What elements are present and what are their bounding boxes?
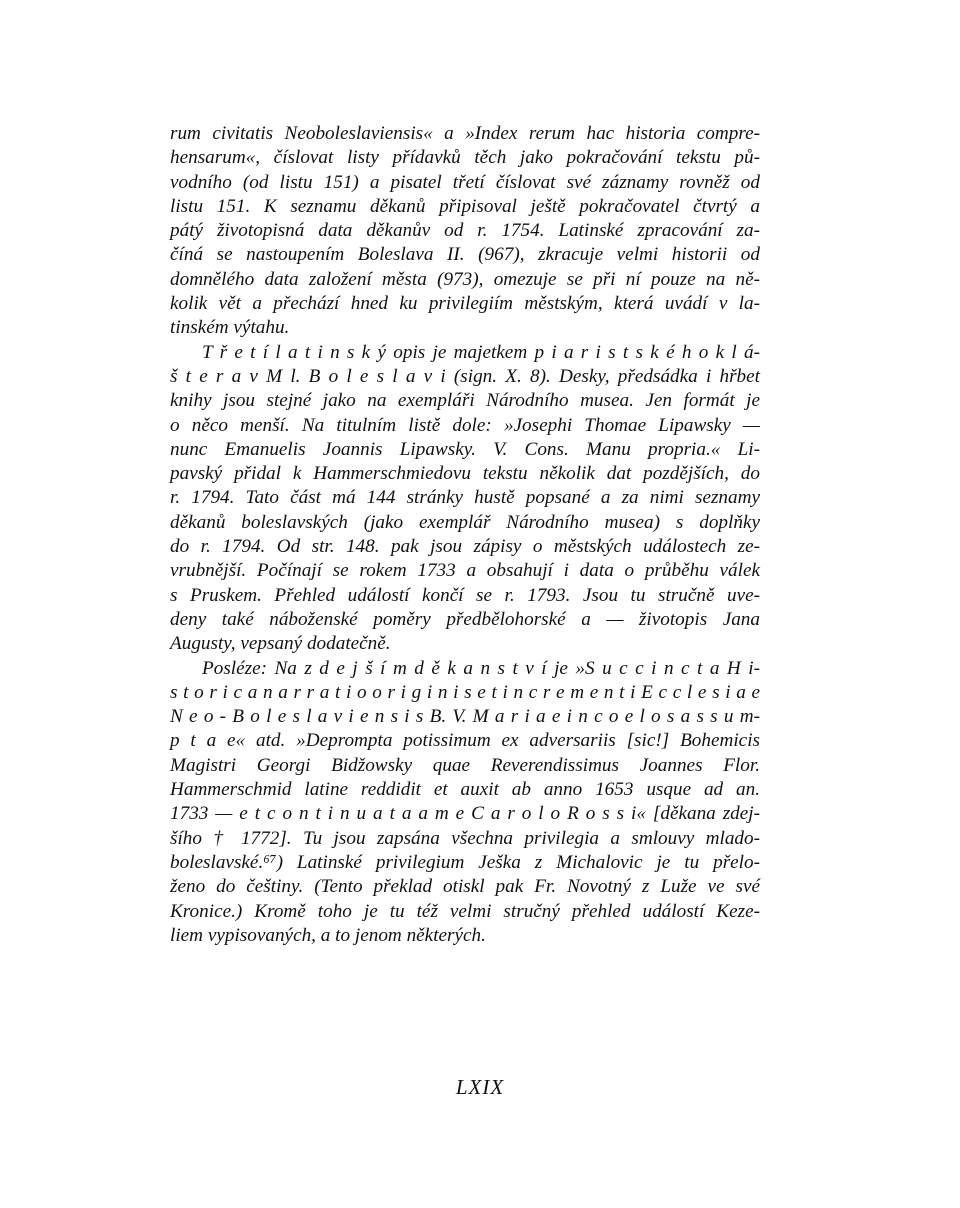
text-line: kolik vět a přechází hned ku privilegiím městským, která uvádí v la- <box>170 293 760 315</box>
text-line: vodního (od listu 151) a pisatel třetí číslovat své záznamy rovněž od <box>170 171 760 193</box>
text-line: nunc Emanuelis Joannis Lipawsky. V. Cons. Manu propria.« Li- <box>170 438 760 460</box>
text-line: š t e r a v M l. B o l e s l a v i (sign. X. 8). Desky, předsádka i hřbet <box>170 365 760 387</box>
text-line: pátý životopisná data děkanův od r. 1754. Latinské zpracování za- <box>170 220 760 242</box>
text-line: hensarum«, číslovat listy přídavků těch jako pokračování tekstu pů- <box>170 147 760 169</box>
text-line: r. 1794. Tato část má 144 stránky hustě popsané a za nimi seznamy <box>170 487 760 509</box>
text-line: p t a e« atd. »Deprompta potissimum ex adversariis [sic!] Bohemicis <box>170 730 760 752</box>
text-line: s t o r i c a n a r r a t i o o r i g i n i s e t i n c r e m e n t i E c c l e s i a e <box>170 681 760 703</box>
text-line: číná se nastoupením Boleslava II. (967), zkracuje velmi historii od <box>170 244 760 266</box>
page-number: LXIX <box>455 1075 505 1099</box>
text-line: s Pruskem. Přehled událostí končí se r. 1793. Jsou tu stručně uve- <box>170 584 760 606</box>
text-line: domnělého data založení města (973), omezuje se při ní pouze na ně- <box>170 268 760 290</box>
text-line: knihy jsou stejné jako na exempláři Národního musea. Jen formát je <box>170 390 760 412</box>
text-line: šího † 1772]. Tu jsou zapsána všechna privilegia a smlouvy mlado- <box>170 827 760 849</box>
text-line: do r. 1794. Od str. 148. pak jsou zápisy o městských událostech ze- <box>170 536 760 558</box>
paragraph <box>170 341 760 657</box>
text-line: Hammerschmid latine reddidit et auxit ab anno 1653 usque ad an. <box>170 779 760 801</box>
text-line: rum civitatis Neoboleslaviensis« a »Index rerum hac historia compre- <box>170 123 760 144</box>
text-line: děkanů boleslavských (jako exemplář Národního musea) s doplňky <box>170 511 760 533</box>
text-line: T ř e t í l a t i n s k ý opis je majetkem p i a r i s t s k é h o k l á- <box>202 341 760 363</box>
text-line: deny také náboženské poměry předbělohorské a — životopis Jana <box>170 608 760 630</box>
page-body <box>170 122 760 948</box>
text-line: Augusty, vepsaný dodatečně. <box>170 633 391 655</box>
text-line: N e o - B o l e s l a v i e n s i s B. V. M a r i a e i n c o e l o s a s s u m- <box>170 706 760 728</box>
text-line: liem vypisovaných, a to jenom některých. <box>170 924 486 946</box>
text-line: Kronice.) Kromě toho je tu též velmi stručný přehled událostí Keze- <box>170 900 760 922</box>
paragraph <box>170 657 760 949</box>
text-line: Posléze: Na z d e j š í m d ě k a n s t v í je »S u c c i n c t a H i- <box>202 657 760 679</box>
text-line: vrubnější. Počínají se rokem 1733 a obsahují i data o průběhu válek <box>170 560 760 582</box>
text-line: 1733 — e t c o n t i n u a t a a m e C a r o l o R o s s i« [děkana zdej- <box>170 803 760 825</box>
text-line: tinském výtahu. <box>170 317 290 339</box>
text-line: boleslavské.⁶⁷) Latinské privilegium Ješka z Michalovic je tu přelo- <box>170 851 760 873</box>
text-line: pavský přidal k Hammerschmiedovu tekstu několik dat pozdějších, do <box>170 463 760 485</box>
text-line: listu 151. K seznamu děkanů připisoval ještě pokračovatel čtvrtý a <box>170 195 760 217</box>
text-line: ženo do češtiny. (Tento překlad otiskl pak Fr. Novotný z Luže ve své <box>170 876 760 898</box>
text-line: Magistri Georgi Bidžowsky quae Reverendissimus Joannes Flor. <box>170 754 760 776</box>
paragraph <box>170 122 760 341</box>
text-line: o něco menší. Na titulním listě dole: »Josephi Thomae Lipawsky — <box>170 414 760 436</box>
